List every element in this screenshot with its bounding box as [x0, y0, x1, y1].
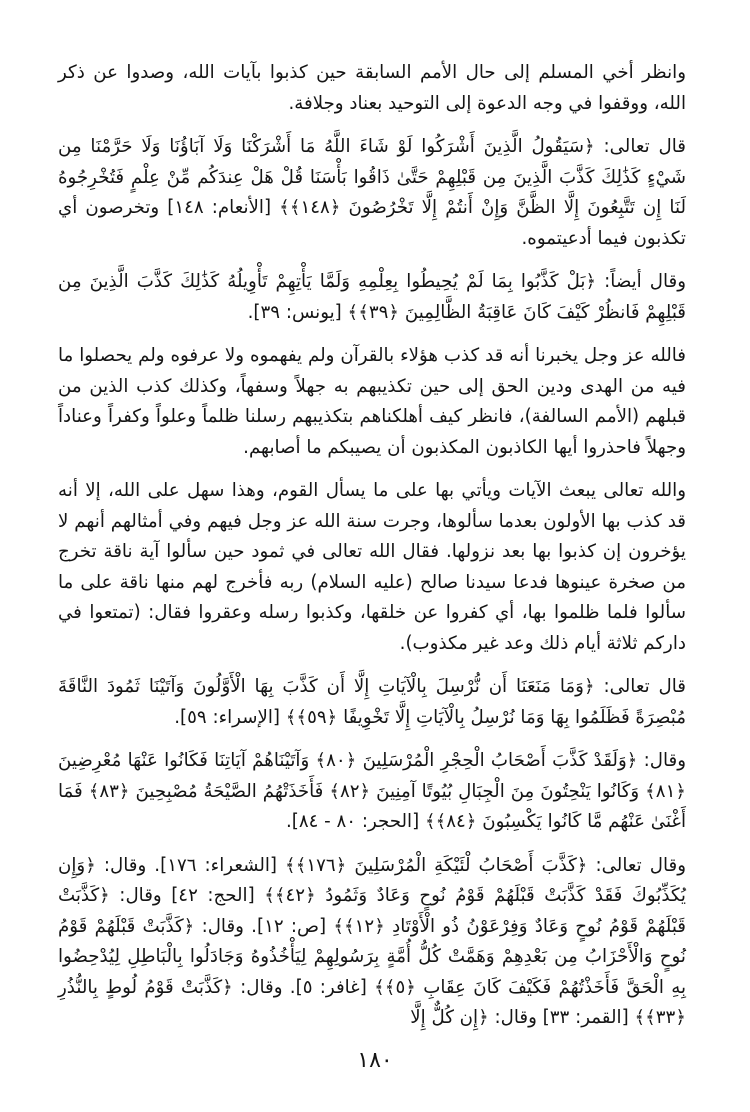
paragraph-anam-verse: قال تعالى: ﴿سَيَقُولُ الَّذِينَ أَشْرَكُوا لَوْ شَاءَ اللَّهُ مَا أَشْرَكْنَا وَلَا آبَاؤُنَا وَلَا حَرَّمْنَا مِن شَيْءٍ كَذَٰلِكَ كَذَّبَ الَّذِينَ مِن قَبْلِهِمْ حَتَّىٰ ذَاقُوا بَأْسَنَا قُلْ هَلْ عِندَكُم مِّنْ عِلْمٍ فَتُخْرِجُوهُ لَنَا إِن تَتَّبِعُونَ إِلَّا الظَّنَّ وَإِنْ أَنتُمْ إِلَّا تَخْرُصُونَ ﴿١٤٨﴾﴾ [الأنعام: ١٤٨] وتخرصون أي تكذبون فيما أدعيتموه. — [58, 136, 686, 249]
paragraph-hijr-verse: وقال: ﴿وَلَقَدْ كَذَّبَ أَصْحَابُ الْحِجْرِ الْمُرْسَلِينَ ﴿٨٠﴾ وَآتَيْنَاهُمْ آيَاتِنَا فَكَانُوا عَنْهَا مُعْرِضِينَ ﴿٨١﴾ وَكَانُوا يَنْحِتُونَ مِنَ الْجِبَالِ بُيُوتًا آمِنِينَ ﴿٨٢﴾ فَأَخَذَتْهُمُ الصَّيْحَةُ مُصْبِحِينَ ﴿٨٣﴾ فَمَا أَغْنَىٰ عَنْهُم مَّا كَانُوا يَكْسِبُونَ ﴿٨٤﴾﴾ [الحجر: ٨٠ - ٨٤]. — [58, 750, 687, 832]
paragraph-yunus-verse: وقال أيضاً: ﴿بَلْ كَذَّبُوا بِمَا لَمْ يُحِيطُوا بِعِلْمِهِ وَلَمَّا يَأْتِهِمْ تَأْوِيلُهُ كَذَٰلِكَ كَذَّبَ الَّذِينَ مِن قَبْلِهِمْ فَانظُرْ كَيْفَ كَانَ عَاقِبَةُ الظَّالِمِينَ ﴿٣٩﴾﴾ [يونس: ٣٩]. — [58, 271, 686, 323]
paragraph-intro: وانظر أخي المسلم إلى حال الأمم السابقة حين كذبوا بآيات الله، وصدوا عن ذكر الله، ووقفوا في وجه الدعوة إلى التوحيد بعناد وجلافة. — [58, 62, 686, 114]
paragraph-thamud-story: والله تعالى يبعث الآيات ويأتي بها على ما يسأل القوم، وهذا سهل على الله، إلا أنه قد كذب بها الأولون بعدما سألوها، وجرت سنة الله عز وجل فيهم وفي أمثالهم أنهم لا يؤخرون إن كذبوا بها بعد نزولها. فقال الله تعالى في ثمود حين سألوا آية ناقة تخرج من صخرة عينوها فدعا سيدنا صالح (عليه السلام) ربه فأخرج لهم منها ناقة على ما سألوا فلما ظلموا بها، أي كفروا عن خلقها، وكذبوا رسله وعقروا فقال: (تمتعوا في داركم ثلاثة أيام ذلك وعد غير مكذوب). — [58, 480, 686, 654]
paragraph-isra-verse: قال تعالى: ﴿وَمَا مَنَعَنَا أَن نُّرْسِلَ بِالْآيَاتِ إِلَّا أَن كَذَّبَ بِهَا الْأَوَّلُونَ وَآتَيْنَا ثَمُودَ النَّاقَةَ مُبْصِرَةً فَظَلَمُوا بِهَا وَمَا نُرْسِلُ بِالْآيَاتِ إِلَّا تَخْوِيفًا ﴿٥٩﴾﴾ [الإسراء: ٥٩]. — [58, 676, 686, 728]
paragraph-multiple-verses: وقال تعالى: ﴿كَذَّبَ أَصْحَابُ لْئَيْكَةِ الْمُرْسَلِينَ ﴿١٧٦﴾﴾ [الشعراء: ١٧٦]. وقال: ﴿وَإِن يُكَذِّبُوكَ فَقَدْ كَذَّبَتْ قَبْلَهُمْ قَوْمُ نُوحٍ وَعَادٌ وَثَمُودُ ﴿٤٢﴾﴾ [الحج: ٤٢] وقال: ﴿كَذَّبَتْ قَبْلَهُمْ قَوْمُ نُوحٍ وَعَادٌ وَفِرْعَوْنُ ذُو الْأَوْتَادِ ﴿١٢﴾﴾ [ص: ١٢]. وقال: ﴿كَذَّبَتْ قَبْلَهُمْ قَوْمُ نُوحٍ وَالْأَحْزَابُ مِن بَعْدِهِمْ وَهَمَّتْ كُلُّ أُمَّةٍ بِرَسُولِهِمْ لِيَأْخُذُوهُ وَجَادَلُوا بِالْبَاطِلِ لِيُدْحِضُوا بِهِ الْحَقَّ فَأَخَذْتُهُمْ فَكَيْفَ كَانَ عِقَابِ ﴿٥﴾﴾ [غافر: ٥]. وقال: ﴿كَذَّبَتْ قَوْمُ لُوطٍ بِالنُّذُرِ ﴿٣٣﴾﴾ [القمر: ٣٣] وقال: ﴿إِن كُلٌّ إِلَّا — [58, 854, 687, 1028]
paragraph-commentary: فالله عز وجل يخبرنا أنه قد كذب هؤلاء بالقرآن ولم يفهموه ولا عرفوه ولم يحصلوا ما فيه من الهدى ودين الحق إلى حين تكذيبهم به جهلاً وسفهاً، وكذلك كذب الذين من قبلهم (الأمم السالفة)، فانظر كيف أهلكناهم بتكذيبهم رسلنا ظلماً وعلواً وكفراً وعناداً وجهلاً فاحذروا أيها الكاذبون المكذبون أن يصيبكم ما أصابهم. — [58, 345, 686, 458]
page-number: ١٨٠ — [357, 1048, 393, 1073]
